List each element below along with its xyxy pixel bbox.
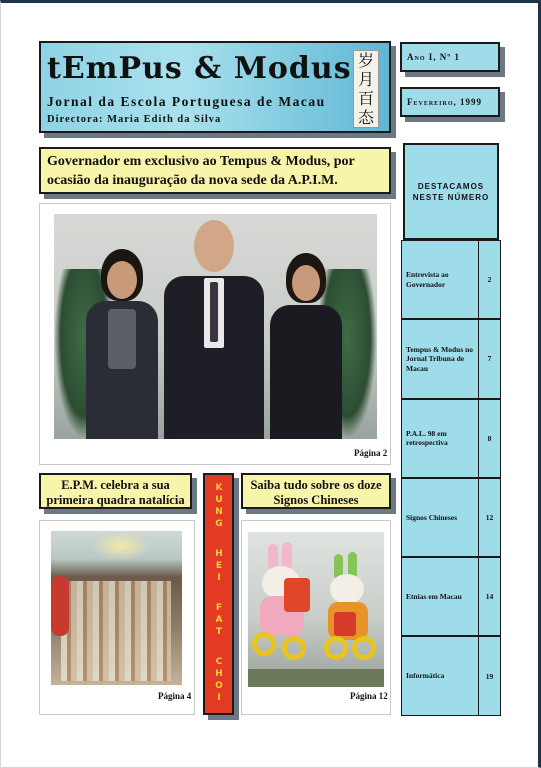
toc-entry[interactable] [401, 636, 501, 715]
toc-entry-title: Tempus & Modus no Jornal Tribuna de Macau [402, 320, 479, 397]
banner-word: HEI [214, 549, 224, 585]
story-right-caption: Página 12 [350, 691, 388, 701]
newspaper-title: tEmPus & Modus [47, 51, 352, 86]
main-headline: Governador em exclusivo ao Tempus & Modus, por ocasião da inauguração da nova sede da A.P.I.M. [39, 147, 391, 194]
issue-number: Ano I, Nº 1 [400, 42, 500, 72]
toc-entry[interactable] [401, 478, 501, 557]
christmas-photo [51, 531, 182, 685]
highlights-list [401, 240, 501, 716]
chinese-seal [353, 50, 379, 128]
newspaper-director: Directora: Maria Edith da Silva [47, 114, 222, 125]
toc-entry[interactable] [401, 399, 501, 478]
seal-char: 百 [357, 88, 374, 108]
toc-entry-page: 7 [487, 354, 492, 364]
toc-entry[interactable] [401, 240, 501, 319]
toc-entry-page: 19 [485, 671, 494, 681]
toc-entry-title: Etnias em Macau [402, 558, 479, 635]
issue-date: Fevereiro, 1999 [400, 87, 500, 117]
person-left [82, 239, 162, 439]
banner-word: FAT [214, 603, 224, 639]
seal-char: 月 [357, 69, 374, 89]
story-left-caption: Página 4 [158, 691, 192, 701]
main-photo-caption: Página 2 [354, 448, 388, 458]
zodiac-photo [248, 532, 384, 687]
toc-entry-title: Informática [402, 637, 479, 714]
toc-entry-page: 2 [487, 275, 492, 285]
toc-entry-page: 14 [485, 592, 494, 602]
highlights-heading: DESTACAMOS NESTE NÚMERO [403, 143, 499, 240]
person-center [164, 214, 264, 439]
person-right [266, 239, 346, 439]
kung-hei-fat-choi-banner [203, 473, 234, 715]
seal-char: 态 [357, 107, 374, 127]
newspaper-subtitle: Jornal da Escola Portuguesa de Macau [47, 94, 326, 109]
toc-entry[interactable] [401, 557, 501, 636]
toc-entry-title: Entrevista ao Governador [402, 241, 479, 318]
main-photo [54, 214, 377, 439]
toc-entry[interactable] [401, 319, 501, 398]
banner-word: CHOI [214, 657, 224, 705]
masthead [39, 41, 391, 133]
toc-entry-title: P.A.L. 98 em retrospectiva [402, 400, 479, 477]
toc-entry-page: 12 [485, 513, 494, 523]
toc-entry-page: 8 [487, 433, 492, 443]
banner-word: KUNG [214, 483, 224, 531]
seal-char: 岁 [357, 50, 374, 70]
story-left-headline: E.P.M. celebra a sua primeira quadra natalícia [39, 473, 192, 509]
story-right-headline: Saiba tudo sobre os doze Signos Chineses [241, 473, 391, 509]
toc-entry-title: Signos Chineses [402, 479, 479, 556]
